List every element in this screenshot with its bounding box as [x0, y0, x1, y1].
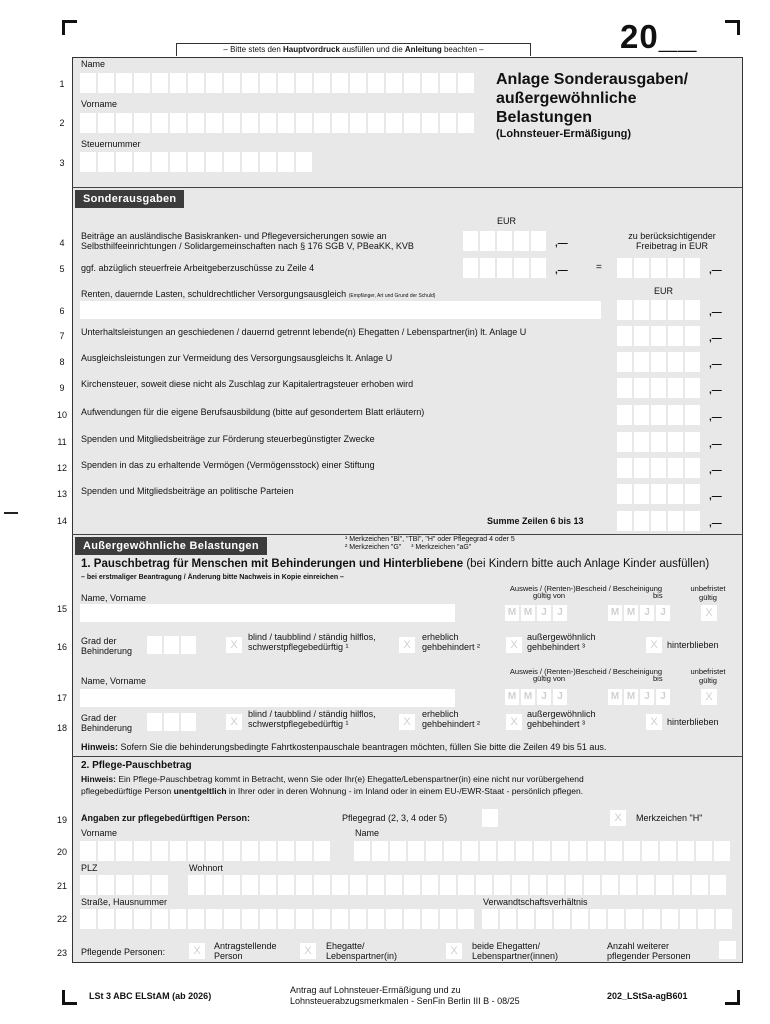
- line-number: 20: [56, 847, 67, 857]
- behinderung-heading: 1. Pauschbetrag für Menschen mit Behinderungen und Hinterbliebene (bei Kindern bitte auch Anlage Kinder ausfüllen): [81, 558, 710, 570]
- gueltig-von-label-2: gültig von: [533, 674, 566, 683]
- ehegatte-checkbox[interactable]: X: [300, 943, 316, 959]
- row17-unbefristet-checkbox[interactable]: X: [701, 689, 717, 705]
- row9-cents: ,—: [709, 385, 722, 396]
- line-number: 19: [56, 815, 67, 825]
- pflege-vorname-label: Vorname: [81, 828, 118, 838]
- pflegegrad-input[interactable]: [482, 809, 498, 827]
- line-number: 8: [59, 357, 65, 367]
- form-subtitle: (Lohnsteuer-Ermäßigung): [496, 128, 632, 140]
- line-number: 10: [56, 410, 67, 420]
- aussergewoehnlich-label-2: außergewöhnlich gehbehindert ³: [527, 709, 596, 729]
- row12-amount-input[interactable]: [617, 458, 702, 478]
- corner-mark-top-left: [62, 20, 77, 35]
- row9-label: Kirchensteuer, soweit diese nicht als Zuschlag zur Kapitalertragsteuer erhoben wird: [81, 379, 414, 389]
- row6-cents: ,—: [709, 307, 722, 318]
- row13-amount-input[interactable]: [617, 484, 702, 504]
- line-number: 23: [56, 948, 67, 958]
- row15-unbefristet-checkbox[interactable]: X: [701, 605, 717, 621]
- hinterblieben-label: hinterblieben: [667, 640, 719, 650]
- footnotes: ¹ Merkzeichen "Bl", "TBl", "H" oder Pflegegrad 4 oder 5 ² Merkzeichen "G" ³ Merkzeichen "aG": [345, 536, 515, 551]
- row18-hinterblieben-checkbox[interactable]: X: [646, 714, 662, 730]
- form-title: Anlage Sonderausgaben/ außergewöhnliche Belastungen: [496, 71, 689, 126]
- angaben-label: Angaben zur pflegebedürftigen Person:: [81, 813, 251, 823]
- line-number: 13: [56, 489, 67, 499]
- line-number: 2: [59, 118, 65, 128]
- ausweis-label: Ausweis / (Renten-)Bescheid / Bescheinigung: [509, 584, 663, 593]
- row7-amount-input[interactable]: [617, 326, 702, 346]
- steuernummer-input[interactable]: [80, 152, 314, 172]
- row14-label: Summe Zeilen 6 bis 13: [487, 516, 584, 526]
- row13-cents: ,—: [709, 491, 722, 502]
- row10-amount-input[interactable]: [617, 405, 702, 425]
- row4-cents: ,—: [555, 238, 568, 249]
- eur-label: EUR: [497, 216, 517, 226]
- row10-cents: ,—: [709, 412, 722, 423]
- freibetrag-label: zu berücksichtigender Freibetrag in EUR: [628, 231, 716, 252]
- row13-label: Spenden und Mitgliedsbeiträge an politische Parteien: [81, 486, 294, 496]
- line-number: 17: [56, 693, 67, 703]
- verwandt-label: Verwandtschaftsverhältnis: [483, 897, 588, 907]
- line-number: 14: [56, 516, 67, 526]
- row16-blind-checkbox[interactable]: X: [226, 637, 242, 653]
- steuernummer-label: Steuernummer: [81, 139, 141, 149]
- row10-label: Aufwendungen für die eigene Berufsausbildung (bitte auf gesondertem Blatt erläutern): [81, 407, 425, 417]
- line-number: 11: [57, 437, 67, 447]
- name-input[interactable]: [80, 73, 476, 93]
- antragsteller-checkbox[interactable]: X: [189, 943, 205, 959]
- plz-input[interactable]: [80, 875, 170, 895]
- row5-freibetrag-input[interactable]: [617, 258, 702, 278]
- merkzeichen-h-checkbox[interactable]: X: [610, 810, 626, 826]
- bis-label: bis: [653, 591, 663, 600]
- hinterblieben-label-2: hinterblieben: [667, 717, 719, 727]
- name-label: Name: [81, 59, 106, 69]
- bis-label-2: bis: [653, 674, 663, 683]
- row17-gueltig-von-input[interactable]: M M J J: [505, 689, 569, 705]
- anzahl-input[interactable]: [719, 941, 736, 959]
- row6-text-input[interactable]: [80, 301, 601, 319]
- ausweis-label-2: Ausweis / (Renten-)Bescheid / Bescheinigung: [509, 667, 663, 676]
- row8-amount-input[interactable]: [617, 352, 702, 372]
- antragsteller-label: Antragstellende Person: [214, 941, 277, 961]
- row7-label: Unterhaltsleistungen an geschiedenen / dauernd getrennt lebende(n) Ehegatten / Lebenspartner(in) lt. Anlage U: [81, 327, 527, 337]
- row16-erheblich-checkbox[interactable]: X: [399, 637, 415, 653]
- anzahl-label: Anzahl weiterer pflegender Personen: [607, 941, 691, 961]
- corner-mark-bottom-left: [62, 990, 77, 1005]
- grad-label-2: Grad der Behinderung: [81, 713, 133, 733]
- pflege-hinweis-2: pflegebedürftige Person unentgeltlich in Ihrer oder in deren Wohnung - im Inland oder in einem EU-/EWR-Staat - persönlich pflegen.: [81, 786, 584, 796]
- line-number: 18: [56, 723, 67, 733]
- corner-mark-top-right: [725, 20, 740, 35]
- row8-label: Ausgleichsleistungen zur Vermeidung des Versorgungsausgleichs lt. Anlage U: [81, 353, 393, 363]
- equals-sign: =: [596, 262, 602, 273]
- wohnort-label: Wohnort: [189, 863, 223, 873]
- row11-cents: ,—: [709, 439, 722, 450]
- corner-mark-bottom-right: [725, 990, 740, 1005]
- divider: [72, 756, 743, 757]
- footer-form-id: LSt 3 ABC ELStAM (ab 2026): [89, 991, 212, 1001]
- erheblich-label: erheblich gehbehindert ²: [422, 632, 481, 652]
- row15-gueltig-von-input[interactable]: M M J J: [505, 605, 569, 621]
- row14-cents: ,—: [709, 518, 722, 529]
- section-sonderausgaben: Sonderausgaben: [75, 190, 184, 208]
- fahrtkosten-hinweis: Hinweis: Sofern Sie die behinderungsbedingte Fahrtkostenpauschale beantragen möchten, füllen Sie bitte die Zeilen 49 bis 51 aus.: [81, 742, 607, 752]
- vorname-input[interactable]: [80, 113, 476, 133]
- row18-erheblich-checkbox[interactable]: X: [399, 714, 415, 730]
- pflege-hinweis-1: Hinweis: Ein Pflege-Pauschbetrag kommt in Betracht, wenn Sie oder Ihr(e) Ehegatte/Lebenspartner(in) eine nicht nur vorübergehend: [81, 774, 584, 784]
- merkzeichen-h-label: Merkzeichen "H": [636, 813, 703, 823]
- year-field[interactable]: 20__: [620, 18, 698, 55]
- row5-cents: ,—: [555, 265, 568, 276]
- pflege-heading: 2. Pflege-Pauschbetrag: [81, 760, 192, 771]
- row15-bis-input[interactable]: M M J J: [608, 605, 672, 621]
- row5-label: ggf. abzüglich steuerfreie Arbeitgeberzuschüsse zu Zeile 4: [81, 263, 315, 273]
- line-number: 6: [59, 306, 65, 316]
- row16-grad-input[interactable]: [147, 636, 198, 654]
- line-number: 21: [56, 881, 67, 891]
- line-number: 4: [59, 238, 65, 248]
- row4-label: Beiträge an ausländische Basiskranken- und Pflegeversicherungen sowie an Selbsthilfeeinrichtungen / Solidargemeinschaften nach § 176 SGB V, PBeaKK, KVB: [81, 231, 414, 251]
- row5-amount-input[interactable]: [463, 258, 548, 278]
- behinderung-note: – bei erstmaliger Beantragung / Änderung bitte Nachweis in Kopie einreichen –: [81, 574, 344, 581]
- row18-blind-checkbox[interactable]: X: [226, 714, 242, 730]
- row6-label: Renten, dauernde Lasten, schuldrechtlicher Versorgungsausgleich (Empfänger, Art und Grund der Schuld): [81, 289, 436, 299]
- blind-label: blind / taubblind / ständig hilflos, schwerstpflegebedürftig ¹: [248, 632, 376, 652]
- footer-code: 202_LStSa-agB601: [607, 991, 688, 1001]
- line-number: 9: [59, 383, 65, 393]
- divider: [72, 534, 743, 535]
- line-number: 22: [56, 914, 67, 924]
- line-number: 1: [59, 79, 65, 89]
- gueltig-von-label: gültig von: [533, 591, 566, 600]
- row16-aussergewoehnlich-checkbox[interactable]: X: [506, 637, 522, 653]
- row4-amount-input[interactable]: [463, 231, 548, 251]
- row14-sum-input[interactable]: [617, 511, 702, 531]
- strasse-label: Straße, Hausnummer: [81, 897, 168, 907]
- strasse-input[interactable]: [80, 909, 476, 929]
- unbefristet-label: unbefristet gültig: [690, 584, 726, 602]
- line-number: 16: [56, 642, 67, 652]
- pflege-name-label: Name: [355, 828, 380, 838]
- pflege-name-input[interactable]: [354, 841, 732, 861]
- plz-label: PLZ: [81, 863, 98, 873]
- row18-aussergewoehnlich-checkbox[interactable]: X: [506, 714, 522, 730]
- divider: [72, 187, 743, 188]
- row5-freibetrag-cents: ,—: [709, 265, 722, 276]
- name-vorname-label-2: Name, Vorname: [81, 676, 147, 686]
- fold-mark: [4, 512, 18, 514]
- instruction-notice: – Bitte stets den Hauptvordruck ausfüllen und die Anleitung beachten –: [176, 43, 531, 56]
- line-number: 15: [56, 604, 67, 614]
- row6-amount-input[interactable]: [617, 300, 702, 320]
- line-number: 5: [59, 264, 65, 274]
- row15-name-input[interactable]: [80, 604, 455, 622]
- line-number: 7: [59, 331, 65, 341]
- row11-label: Spenden und Mitgliedsbeiträge zur Förderung steuerbegünstigter Zwecke: [81, 434, 375, 444]
- section-aussergewoehnliche-belastungen: Außergewöhnliche Belastungen: [75, 537, 267, 555]
- row12-label: Spenden in das zu erhaltende Vermögen (Vermögensstock) einer Stiftung: [81, 460, 375, 470]
- wohnort-input[interactable]: [188, 875, 728, 895]
- ehegatte-label: Ehegatte/ Lebenspartner(in): [326, 941, 398, 961]
- line-number: 12: [56, 463, 67, 473]
- aussergewoehnlich-label: außergewöhnlich gehbehindert ³: [527, 632, 596, 652]
- beide-label: beide Ehegatten/ Lebenspartner(innen): [472, 941, 559, 961]
- erheblich-label-2: erheblich gehbehindert ²: [422, 709, 481, 729]
- blind-label-2: blind / taubblind / ständig hilflos, schwerstpflegebedürftig ¹: [248, 709, 376, 729]
- line-number: 3: [59, 158, 65, 168]
- eur-label-2: EUR: [654, 286, 674, 296]
- row17-bis-input[interactable]: M M J J: [608, 689, 672, 705]
- pflegende-label: Pflegende Personen:: [81, 947, 166, 957]
- row17-name-input[interactable]: [80, 689, 455, 707]
- row11-amount-input[interactable]: [617, 432, 702, 452]
- grad-label: Grad der Behinderung: [81, 636, 133, 656]
- verwandt-input[interactable]: [482, 909, 734, 929]
- row7-cents: ,—: [709, 333, 722, 344]
- pflege-vorname-input[interactable]: [80, 841, 332, 861]
- footer-description: Antrag auf Lohnsteuer-Ermäßigung und zu Lohnsteuerabzugsmerkmalen - SenFin Berlin III B - 08/25: [290, 985, 520, 1006]
- vorname-label: Vorname: [81, 99, 118, 109]
- row9-amount-input[interactable]: [617, 378, 702, 398]
- pflegegrad-label: Pflegegrad (2, 3, 4 oder 5): [342, 813, 448, 823]
- name-vorname-label: Name, Vorname: [81, 593, 147, 603]
- beide-checkbox[interactable]: X: [446, 943, 462, 959]
- row16-hinterblieben-checkbox[interactable]: X: [646, 637, 662, 653]
- row12-cents: ,—: [709, 465, 722, 476]
- row18-grad-input[interactable]: [147, 713, 198, 731]
- row8-cents: ,—: [709, 359, 722, 370]
- unbefristet-label-2: unbefristet gültig: [690, 667, 726, 685]
